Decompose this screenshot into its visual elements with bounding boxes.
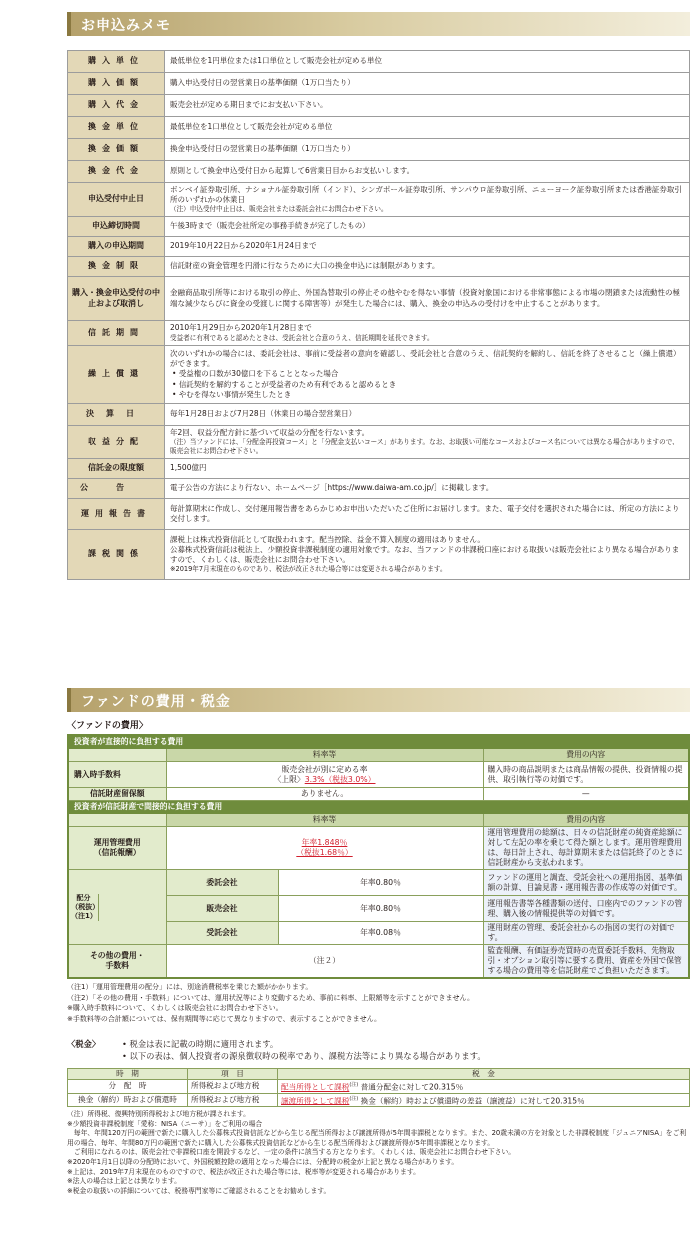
memo-value-text: 課税上は株式投資信託として取扱われます。配当控除、益金不算入制度の適用はありません。 xyxy=(170,534,485,544)
memo-row-value xyxy=(165,479,690,499)
memo-row-value xyxy=(165,499,690,530)
fees-subtitle: 〈ファンドの費用〉 xyxy=(67,721,148,731)
fees-row-other xyxy=(68,945,689,979)
memo-row-value xyxy=(165,51,690,73)
mgmt-rate: 年率1.848％ （税抜1.68％） xyxy=(166,827,483,870)
mgmt-desc: 運用管理費用の総額は、日々の信託財産の純資産総額に対して左記の率を乗じて得た額とします。運用管理費用は、毎日計上され、毎計算期末または信託終了のときに信託財産から支払われます。 xyxy=(483,827,689,870)
hold-label: 信託財産留保額 xyxy=(68,788,166,801)
buy-fee-label: 購入時手数料 xyxy=(68,762,166,788)
memo-bullet: • やむを得ない事情が発生したとき xyxy=(170,390,684,400)
memo-value-text: 原則として換金申込受付日から起算して6営業日目からお支払いします。 xyxy=(170,166,415,176)
tax-col-time: 時 期 xyxy=(68,1069,188,1080)
memo-row-label: 購入単位 xyxy=(68,51,165,73)
fees-section-header xyxy=(67,688,690,712)
memo-row-value xyxy=(165,257,690,277)
tax-header-row xyxy=(68,1069,690,1080)
memo-row-value xyxy=(165,139,690,161)
tax-notes xyxy=(67,1110,690,1196)
memo-row-label: 購入代金 xyxy=(68,95,165,117)
alloc-label: 配分（税抜）（注1） xyxy=(68,870,166,945)
fees-table xyxy=(67,734,690,979)
memo-row xyxy=(68,73,690,95)
memo-row xyxy=(68,530,690,580)
tax-line1: • 税金は表に記載の時期に適用されます。 xyxy=(122,1039,279,1049)
memo-note: 受益者に有利であると認めたときは、受託会社と合意のうえ、信託期間を延長できます。 xyxy=(170,333,434,342)
memo-value-text: 信託財産の資金管理を円滑に行なうために大口の換金申込には制限があります。 xyxy=(170,261,440,271)
alloc-rate-2: 年率0.08％ xyxy=(278,922,483,945)
memo-row-value xyxy=(165,426,690,459)
other-rate: （注２） xyxy=(166,945,483,979)
memo-row xyxy=(68,95,690,117)
memo-row-label: 申込受付中止日 xyxy=(68,183,165,217)
memo-row-label: 決算日 xyxy=(68,404,165,426)
memo-value-text: 最低単位を1口単位として販売会社が定める単位 xyxy=(170,122,333,132)
other-label: その他の費用・ 手数料 xyxy=(68,945,166,979)
memo-row xyxy=(68,217,690,237)
alloc-name-2: 受託会社 xyxy=(166,922,278,945)
tax-note: ※上記は、2019年7月末現在のものですので、税法が改正された場合等には、税率等が変更される場合があります。 xyxy=(67,1167,420,1176)
memo-row xyxy=(68,404,690,426)
memo-value-text: 販売会社が定める期日までにお支払い下さい。 xyxy=(170,100,328,110)
alloc-desc-1: 運用報告書等各種書類の送付、口座内でのファンドの管理、購入後の情報提供等の対価です。 xyxy=(483,896,689,922)
memo-row-value xyxy=(165,346,690,404)
memo-row xyxy=(68,277,690,321)
tax-table xyxy=(67,1068,690,1107)
alloc-name-1: 販売会社 xyxy=(166,896,278,922)
hold-rate: ありません。 xyxy=(166,788,483,801)
buy-fee-rate: 販売会社が別に定める率 〈上限〉3.3%（税抜3.0%） xyxy=(166,762,483,788)
fees-band-direct: 投資者が直接的に負担する費用 xyxy=(68,735,689,749)
memo-value-text: ボンベイ証券取引所、ナショナル証券取引所（インド）、シンガポール証券取引所、サンパウロ証券取引所、ニューヨーク証券取引所または香港証券取引所のいずれかの休業日 xyxy=(170,184,682,204)
memo-row-label: 信託期間 xyxy=(68,321,165,346)
memo-row xyxy=(68,346,690,404)
memo-row xyxy=(68,237,690,257)
memo-row-label: 換金制限 xyxy=(68,257,165,277)
memo-row-label: 購入の申込期間 xyxy=(68,237,165,257)
memo-row-value xyxy=(165,530,690,580)
memo-value-text: 毎計算期末に作成し、交付運用報告書をあらかじめお申出いただいたご住所にお届けします。また、電子交付を選択された場合には、所定の方法により交付します。 xyxy=(170,503,680,523)
fees-note: ※手数料等の合計額については、保有期間等に応じて異なりますので、表示することができません。 xyxy=(67,1014,382,1023)
memo-row-label: 換金代金 xyxy=(68,161,165,183)
memo-note: （注）申込受付中止日は、販売会社または委託会社にお問合わせ下さい。 xyxy=(170,205,388,214)
memo-row-value xyxy=(165,73,690,95)
mgmt-label: 運用管理費用 （信託報酬） xyxy=(68,827,166,870)
tax-row: 換金（解約）時および償還時 所得税および地方税 譲渡所得として課税$^{(注)}$ 換金（解約）時および償還時の差益（譲渡益）に対して20.315％ xyxy=(68,1093,690,1107)
memo-row-label: 収益分配 xyxy=(68,426,165,459)
fees-row-hold xyxy=(68,788,689,801)
memo-row-value xyxy=(165,237,690,257)
col-rate: 料率等 xyxy=(166,749,483,762)
tax-note: ※2020年1月1日以降の分配時において、外国税額控除の適用となった場合には、分配時の税金が上記と異なる場合があります。 xyxy=(67,1157,459,1166)
tax-note: ご利用になれるのは、販売会社で非課税口座を開設するなど、一定の条件に該当する方となります。くわしくは、販売会社にお問合わせ下さい。 xyxy=(67,1148,516,1157)
memo-row xyxy=(68,183,690,217)
tax-line2: • 以下の表は、個人投資者の源泉徴収時の税率であり、課税方法等により異なる場合があります。 xyxy=(122,1051,486,1061)
alloc-rate-0: 年率0.80％ xyxy=(278,870,483,896)
memo-row-value xyxy=(165,161,690,183)
memo-row-value xyxy=(165,277,690,321)
memo-row-value xyxy=(165,404,690,426)
tax-note: ※税金の取扱いの詳細については、税務専門家等にご確認されることをお勧めします。 xyxy=(67,1186,331,1195)
memo-row-label: 運用報告書 xyxy=(68,499,165,530)
memo-section-header xyxy=(67,12,690,36)
memo-value-text: 2019年10月22日から2020年1月24日まで xyxy=(170,241,317,251)
fees-title: ファンドの費用・税金 xyxy=(81,694,231,710)
memo-row xyxy=(68,117,690,139)
memo-value-text: 購入申込受付日の翌営業日の基準価額（1万口当たり） xyxy=(170,78,355,88)
alloc-desc-2: 運用財産の管理、委託会社からの指図の実行の対価です。 xyxy=(483,922,689,945)
memo-row xyxy=(68,139,690,161)
col-rate-2: 料率等 xyxy=(166,814,483,827)
fees-row-mgmt xyxy=(68,827,689,870)
memo-note: ※2019年7月末現在のものであり、税法が改正された場合等には変更される場合があります。 xyxy=(170,565,447,574)
tax-note: （注）所得税、復興特別所得税および地方税が課されます。 xyxy=(67,1110,250,1118)
fees-header-row-2 xyxy=(68,814,689,827)
tax-col-tax: 税 金 xyxy=(278,1069,690,1080)
memo-row xyxy=(68,257,690,277)
memo-row xyxy=(68,499,690,530)
tax-note: ※法人の場合は上記とは異なります。 xyxy=(67,1177,181,1186)
memo-row xyxy=(68,459,690,479)
memo-row-label: 換金単位 xyxy=(68,117,165,139)
tax-label: 〈税金〉 xyxy=(67,1039,101,1049)
alloc-desc-0: ファンドの運用と調査、受託会社への運用指図、基準価額の計算、目論見書・運用報告書の作成等の対価です。 xyxy=(483,870,689,896)
fees-notes xyxy=(67,982,690,1024)
memo-row xyxy=(68,479,690,499)
memo-row-label: 公告 xyxy=(68,479,165,499)
alloc-row-0 xyxy=(68,870,689,896)
memo-row-label: 信託金の限度額 xyxy=(68,459,165,479)
fees-note: （注2）「その他の費用・手数料」については、運用状況等により変動するため、事前に料率、上限額等を示すことができません。 xyxy=(67,993,474,1002)
fees-header-row xyxy=(68,749,689,762)
memo-value-text: 毎年1月28日および7月28日（休業日の場合翌営業日） xyxy=(170,409,357,419)
memo-value-text: 1,500億円 xyxy=(170,463,207,473)
tax-row: 分 配 時 所得税および地方税 配当所得として課税$^{(注)}$ 普通分配金に対して20.315％ xyxy=(68,1080,690,1094)
tax-note: ※少額投資非課税制度「愛称：NISA（ニーサ）」をご利用の場合 xyxy=(67,1119,263,1128)
fees-note: （注1）「運用管理費用の配分」には、別途消費税率を乗じた額がかかります。 xyxy=(67,983,313,991)
memo-row-label: 購入・換金申込受付の中止および取消し xyxy=(68,277,165,321)
col-desc: 費用の内容 xyxy=(483,749,689,762)
memo-bullet: • 信託契約を解約することが受益者のため有利であると認めるとき xyxy=(170,380,684,390)
memo-row-value xyxy=(165,95,690,117)
memo-row-label: 申込締切時間 xyxy=(68,217,165,237)
other-desc: 監査報酬、有価証券売買時の売買委託手数料、先物取引・オプション取引等に要する費用、資産を外国で保管する場合の費用等を信託財産でご負担いただきます。 xyxy=(483,945,689,979)
memo-table xyxy=(67,50,690,580)
tax-note: 毎年、年間120万円の範囲で新たに購入した公募株式投資信託などから生じる配当所得および譲渡所得が5年間非課税となります。また、20歳未満の方を対象とした非課税制度「ジュニアNISA」をご利用の場合、毎年、年間80万円の範囲で新たに購入した公募株式投資信託などから生じる配当所得および譲渡所得が5年間非課税となります。 xyxy=(67,1129,687,1147)
hold-desc: — xyxy=(483,788,689,801)
memo-row-value xyxy=(165,217,690,237)
memo-row-value xyxy=(165,117,690,139)
memo-row-label: 繰上償還 xyxy=(68,346,165,404)
memo-row-label: 購入価額 xyxy=(68,73,165,95)
col-desc-2: 費用の内容 xyxy=(483,814,689,827)
memo-title: お申込みメモ xyxy=(81,18,171,34)
memo-row-label: 換金価額 xyxy=(68,139,165,161)
memo-value-text: 最低単位を1円単位または1口単位として販売会社が定める単位 xyxy=(170,56,383,66)
memo-value-text: 電子公告の方法により行ない、ホームページ［https://www.daiwa-am.co.jp/］に掲載します。 xyxy=(170,483,494,493)
fees-note: ※購入時手数料について、くわしくは販売会社にお問合わせ下さい。 xyxy=(67,1004,283,1012)
memo-value-text: 次のいずれかの場合には、委託会社は、事前に受益者の意向を確認し、受託会社と合意のうえ、信託契約を解約し、信託を終了させること（繰上償還）ができます。 xyxy=(170,348,681,369)
memo-row xyxy=(68,51,690,73)
memo-row xyxy=(68,321,690,346)
memo-row-label: 課税関係 xyxy=(68,530,165,580)
memo-value-text: 午後3時まで（販売会社所定の事務手続きが完了したもの） xyxy=(170,221,370,231)
memo-note: （注）当ファンドには、「分配金再投資コース」と「分配金支払いコース」があります。なお、お取扱い可能なコースおよびコース名については異なる場合がありますので、販売会社にお問合わせ下さい。 xyxy=(170,438,679,456)
fees-band-indirect: 投資者が信託財産で間接的に負担する費用 xyxy=(68,801,689,814)
memo-value-text: 年2回、収益分配方針に基づいて収益の分配を行ないます。 xyxy=(170,427,370,437)
buy-fee-desc: 購入時の商品説明または商品情報の提供、投資情報の提供、取引執行等の対価です。 xyxy=(483,762,689,788)
memo-row-value xyxy=(165,321,690,346)
memo-row-value xyxy=(165,459,690,479)
memo-row xyxy=(68,161,690,183)
memo-value-text: 換金申込受付日の翌営業日の基準価額（1万口当たり） xyxy=(170,144,355,154)
memo-bullet: • 受益権の口数が30億口を下ることとなった場合 xyxy=(170,369,684,379)
fees-row-buy xyxy=(68,762,689,788)
tax-col-item: 項 目 xyxy=(188,1069,278,1080)
memo-row-value xyxy=(165,183,690,217)
memo-value-text: 2010年1月29日から2020年1月28日まで xyxy=(170,323,312,333)
tax-heading xyxy=(67,1038,690,1062)
memo-value-text: 公募株式投資信託は税法上、少額投資非課税制度の適用対象です。なお、当ファンドの非課税口座における取扱いは販売会社により異なる場合がありますので、くわしくは、販売会社にお問合わせ下さい。 xyxy=(170,544,680,565)
alloc-rate-1: 年率0.80％ xyxy=(278,896,483,922)
memo-value-text: 金融商品取引所等における取引の停止、外国為替取引の停止その他やむを得ない事情（投資対象国における非常事態による市場の閉鎖または流動性の極端な減少ならびに資金の受渡しに関する障害等）が発生した場合には、購入、換金の申込みの受付けを中止することがあります。 xyxy=(170,288,680,308)
alloc-name-0: 委託会社 xyxy=(166,870,278,896)
memo-row xyxy=(68,426,690,459)
